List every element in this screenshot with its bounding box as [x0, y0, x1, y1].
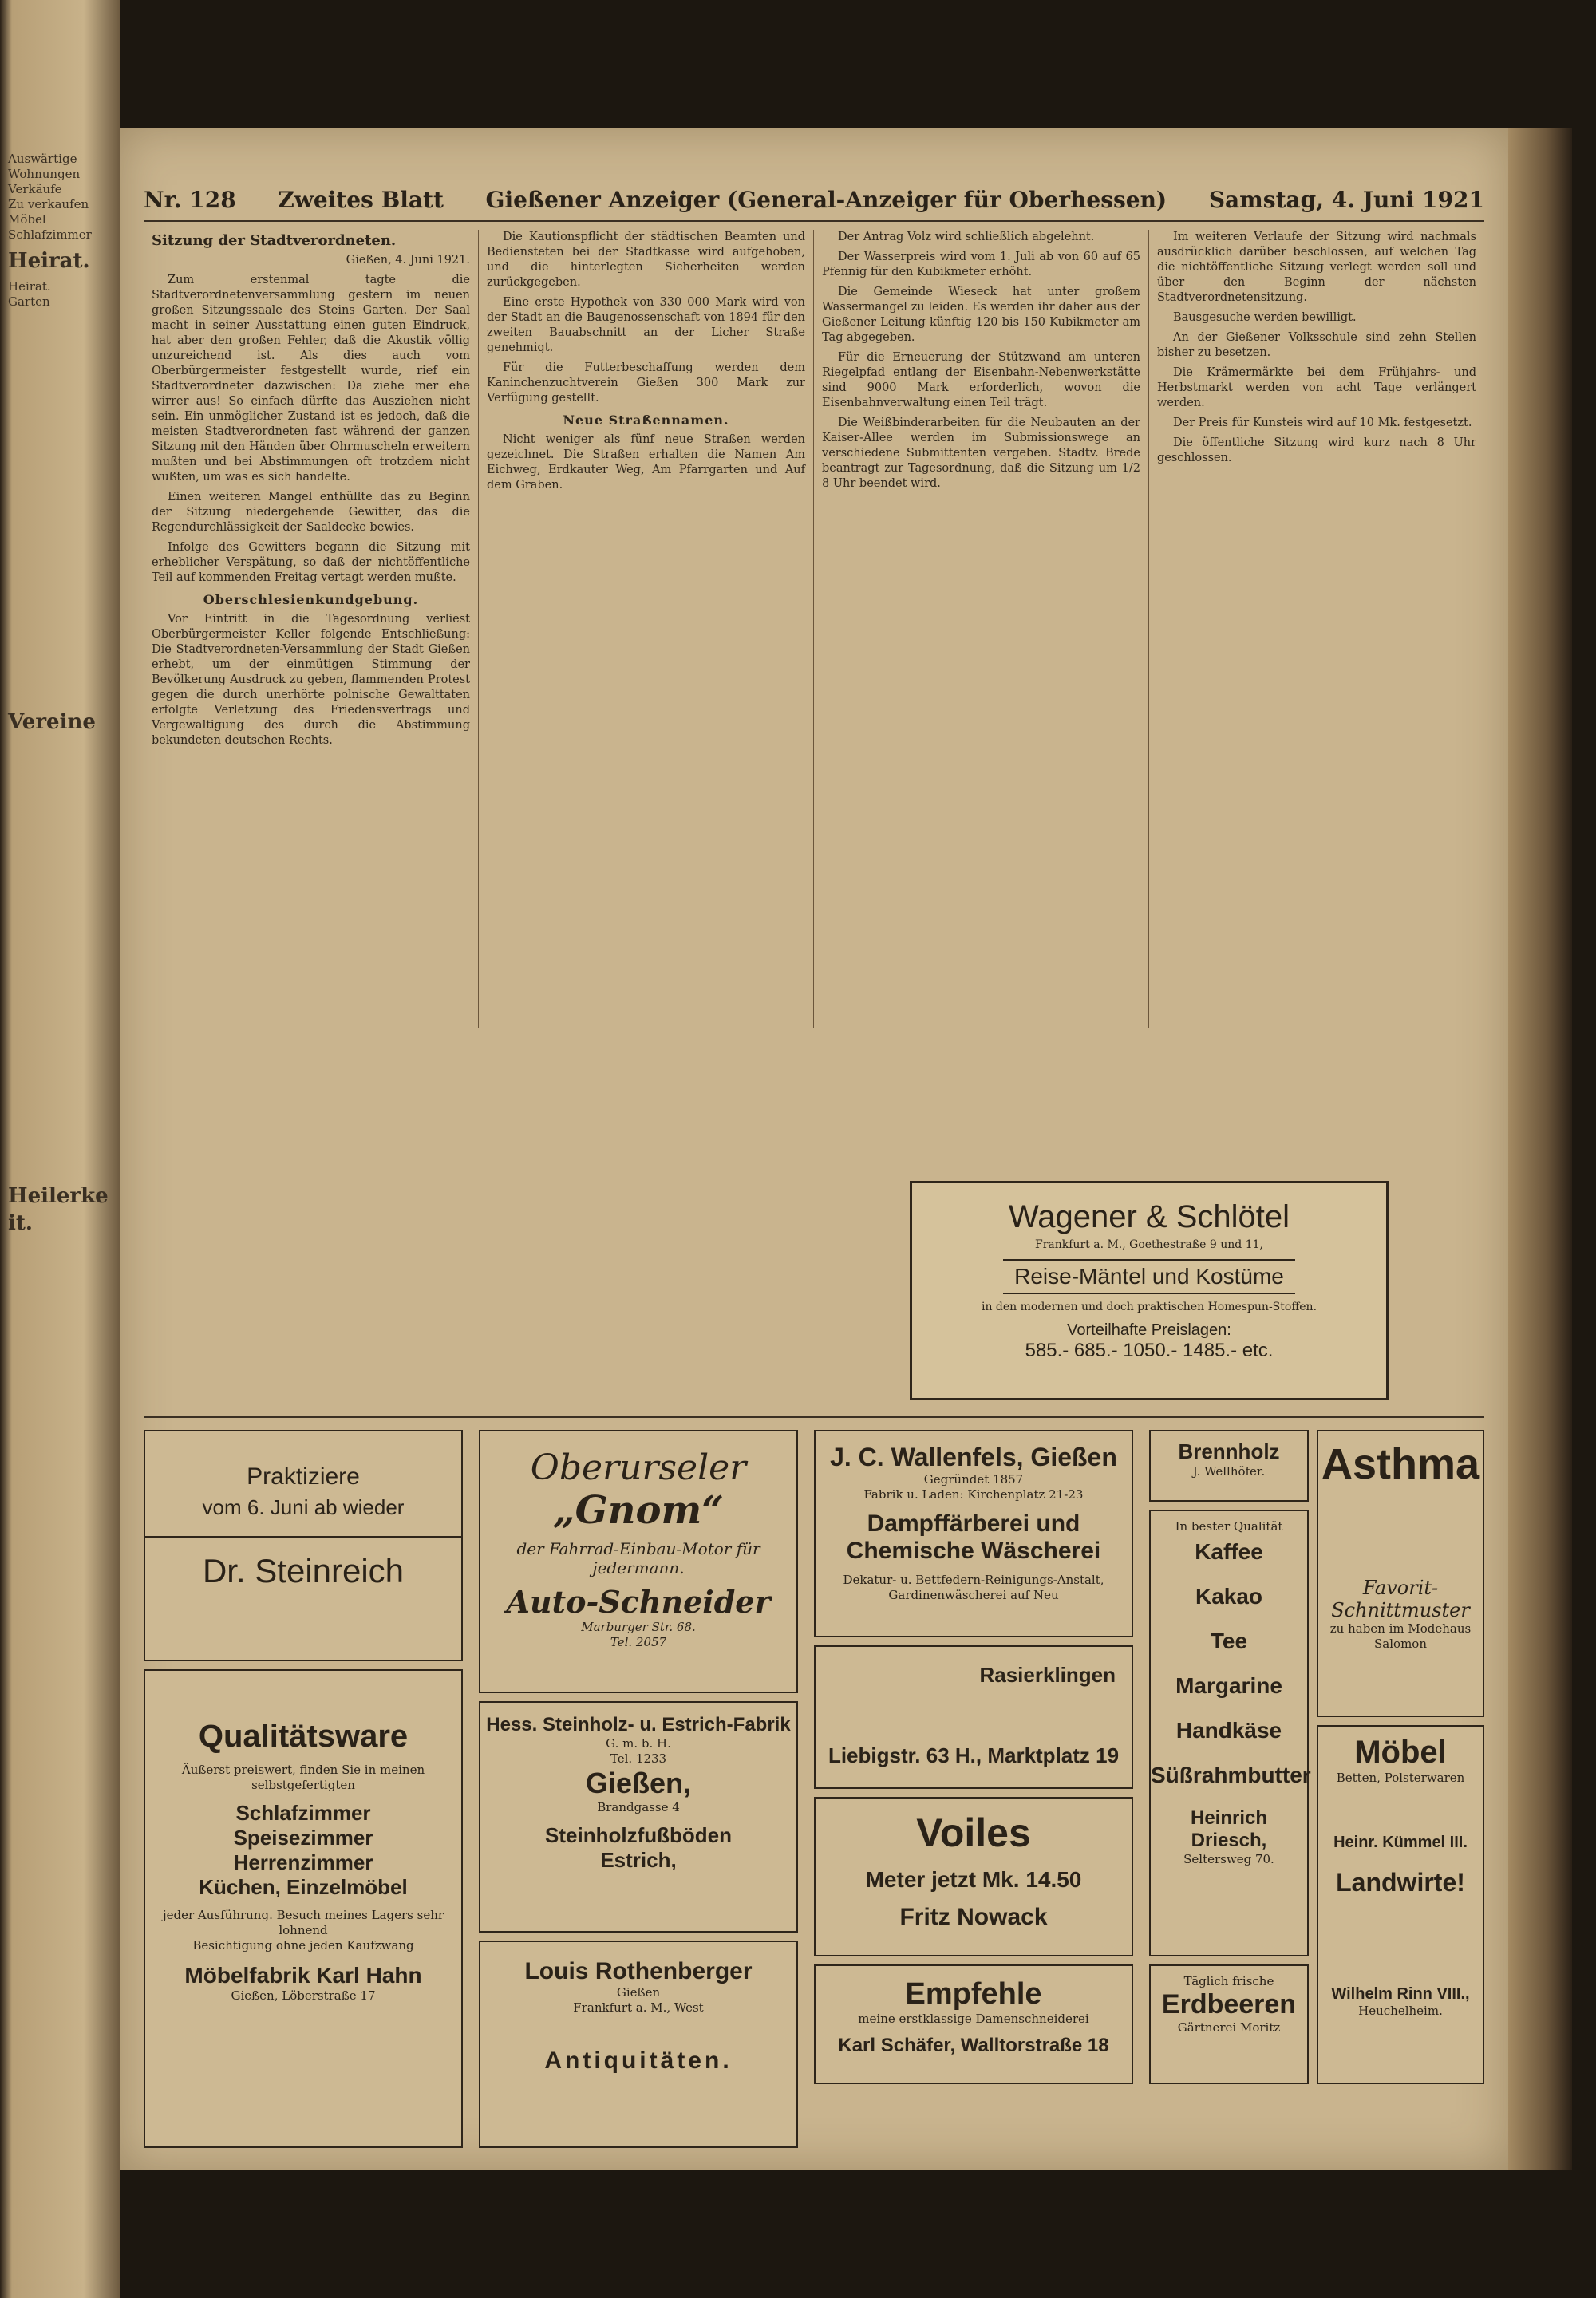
ad-line: Gegründet 1857 — [923, 1472, 1024, 1487]
ad-line: Tel. 1233 — [610, 1751, 667, 1766]
ad-line: Schlafzimmer — [235, 1801, 371, 1825]
ad-line: Praktiziere — [247, 1463, 360, 1490]
ad-line: Favorit-Schnittmuster — [1331, 1577, 1470, 1621]
ad-moebel-kuemmel — [1317, 1725, 1484, 2084]
ad-rothenberger — [479, 1941, 798, 2148]
ad-line: Heuchelheim. — [1358, 2004, 1443, 2018]
ad-wallenfels — [814, 1430, 1133, 1637]
strip-heading: Heilerkeit. — [8, 1184, 109, 1235]
ad-line: Hess. Steinholz- u. Estrich-Fabrik — [486, 1714, 791, 1735]
ad-address: Frankfurt a. M., Goethestraße 9 und 11, — [1035, 1238, 1263, 1251]
left-page-strip — [0, 0, 120, 2298]
strip-line: Auswärtige — [8, 152, 77, 166]
column-2 — [479, 230, 814, 1028]
ad-line: Brennholz — [1178, 1439, 1280, 1463]
ad-line: Estrich, — [600, 1848, 677, 1872]
column-1 — [144, 230, 479, 1028]
paragraph: Eine erste Hypothek von 330 000 Mark wird von der Stadt an die Baugenossenschaft von 1894 für den zweiten Bauabschnitt an der Licher Straße genehmigt. — [487, 296, 805, 354]
dateline: Gießen, 4. Juni 1921. — [346, 254, 470, 267]
paragraph: Die Weißbinderarbeiten für die Neubauten an der Kaiser-Allee werden im Submissionswege an verschiedene Submittenten vergeben. Stadtv. Brede beantragt zur Tagesordnung, daß die Sitzung um 1/2 8 Uhr beendet wird. — [822, 417, 1140, 490]
paragraph: Der Preis für Kunsteis wird auf 10 Mk. festgesetzt. — [1173, 417, 1472, 429]
section-heading: Neue Straßennamen. — [563, 413, 729, 428]
strip-line: Garten — [8, 294, 50, 309]
ad-line: Gießen, Löberstraße 17 — [231, 1988, 376, 2003]
ad-gnom — [479, 1430, 798, 1693]
ad-line: Täglich frische — [1183, 1974, 1274, 1988]
ad-line: Fabrik u. Laden: Kirchenplatz 21-23 — [863, 1487, 1084, 1502]
article-columns — [144, 230, 1484, 1028]
ad-line: Antiquitäten. — [544, 2047, 733, 2074]
advertisement-section — [144, 1416, 1484, 2160]
ad-line: Voiles — [916, 1810, 1031, 1855]
ad-line: Speisezimmer — [233, 1826, 373, 1850]
ad-line: Kakao — [1195, 1584, 1263, 1609]
ad-line: Karl Schäfer, Walltorstraße 18 — [838, 2035, 1109, 2056]
paper-title: Gießener Anzeiger (General-Anzeiger für Oberhessen) — [485, 186, 1167, 213]
ad-line: Tee — [1210, 1629, 1248, 1653]
issue-number: Nr. 128 — [144, 186, 236, 213]
wagener-schloetel-ad — [910, 1181, 1389, 1400]
paragraph: Die Gemeinde Wieseck hat unter großem Wassermangel zu leiden. Es werden ihr daher aus der Gießener Leitung künftig 120 bis 150 Kubikmeter am Tag abgegeben. — [822, 286, 1140, 344]
ad-line: Gärtnerei Moritz — [1177, 2020, 1281, 2035]
ad-line: Dekatur- u. Bettfedern-Reinigungs-Anstalt, Gardinenwäscherei auf Neu — [843, 1573, 1104, 1602]
ad-line: zu haben im Modehaus Salomon — [1329, 1621, 1472, 1651]
ad-line: Louis Rothenberger — [524, 1958, 753, 1984]
strip-heading: Vereine — [8, 710, 96, 734]
paragraph: Nicht weniger als fünf neue Straßen werden gezeichnet. Die Straßen erhalten die Namen Am Eichweg, Erdkauter Weg, Am Pfarrgarten und Auf dem Graben. — [487, 433, 805, 492]
strip-line: Heirat. — [8, 279, 51, 294]
strip-line: Möbel — [8, 212, 46, 227]
paragraph: Infolge des Gewitters begann die Sitzung mit erheblicher Verspätung, so daß der nichtöffentliche Teil auf kommenden Freitag vertagt werden mußte. — [152, 541, 470, 584]
ad-line: vom 6. Juni ab wieder — [202, 1495, 405, 1519]
paragraph: Die Krämermärkte bei dem Frühjahrs- und Herbstmarkt werden von acht Tage verlängert werden. — [1157, 366, 1476, 409]
paragraph: Bausgesuche werden bewilligt. — [1173, 311, 1357, 324]
ad-line: Landwirte! — [1336, 1868, 1465, 1897]
paragraph: Die öffentliche Sitzung wird kurz nach 8 Uhr geschlossen. — [1157, 436, 1476, 464]
article-title: Sitzung der Stadtverordneten. — [152, 232, 397, 249]
paragraph: Für die Futterbeschaffung werden dem Kaninchenzuchtverein Gießen 300 Mark zur Verfügung gestellt. — [487, 361, 805, 405]
ad-product: Reise-Mäntel und Kostüme — [1003, 1259, 1295, 1294]
ad-line: Küchen, Einzelmöbel — [199, 1875, 408, 1899]
ad-steinreich — [144, 1430, 463, 1661]
issue-date: Samstag, 4. Juni 1921 — [1208, 186, 1484, 213]
ad-brand: Wagener & Schlötel — [1008, 1199, 1290, 1234]
paragraph: Der Wasserpreis wird vom 1. Juli ab von 60 auf 65 Pfennig für den Kubikmeter erhöht. — [822, 251, 1140, 278]
ad-driesch-kaffee — [1149, 1510, 1309, 1956]
ad-rasierklingen — [814, 1645, 1133, 1789]
ad-voiles — [814, 1797, 1133, 1956]
ad-schaefer — [814, 1964, 1133, 2084]
ad-line: Steinholzfußböden — [545, 1823, 732, 1847]
ad-moebelfabrik-hahn — [144, 1669, 463, 2148]
paragraph: Im weiteren Verlaufe der Sitzung wird nachmals ausdrücklich darüber beschlossen, auf welchen Tag die nichtöffentliche Sitzung verlegt werden soll und über den Beginn der nächsten Stadtverordnetensitzung. — [1157, 231, 1476, 304]
ad-line: Meter jetzt Mk. 14.50 — [865, 1867, 1082, 1892]
ad-line: Möbelfabrik Karl Hahn — [184, 1963, 422, 1988]
ad-line: Handkäse — [1175, 1718, 1282, 1743]
strip-line: Verkäufe — [8, 182, 62, 196]
ad-line: Süßrahmbutter — [1151, 1763, 1311, 1787]
ad-asthma — [1317, 1430, 1484, 1717]
ad-line: Heinrich Driesch, — [1190, 1807, 1268, 1851]
ad-line: J. Wellhöfer. — [1192, 1464, 1266, 1479]
ad-line: Fritz Nowack — [899, 1904, 1048, 1930]
ad-line: Wilhelm Rinn VIII., — [1331, 1985, 1470, 2003]
ad-line: Erdbeeren — [1161, 1989, 1297, 2020]
paragraph: Zum erstenmal tagte die Stadtverordnetenversammlung gestern im neuen großen Sitzungssaale des Steins Garten. Der Saal macht in seiner Ausstattung einen guten Eindruck, hat aber den großen Fehler, daß die Akustik völlig unzureichend ist. Als dies auch vom Oberbürgermeister festgestellt wurde, rief ein Stadtverordneter dazwischen: Da ziehe mer ehe wirrer aus! So einfach dürfte das Ausziehen nicht sein. Ein unmöglicher Zustand ist es jedoch, daß die meisten Stadtverordneten fast während der ganzen Sitzung mit den Händen über Ohrmuscheln erweitern mußten und bei Abstimmungen oft trotzdem nicht wußten, um was es sich handelte. — [152, 274, 470, 484]
ad-erdbeeren — [1149, 1964, 1309, 2084]
edition-label: Zweites Blatt — [278, 186, 444, 213]
ad-line: Seltersweg 70. — [1183, 1852, 1274, 1866]
ad-line: Gießen — [616, 1985, 661, 2000]
ad-line: Oberurseler — [530, 1447, 747, 1488]
ad-line: G. m. b. H. — [606, 1736, 671, 1751]
strip-line: Zu verkaufen — [8, 197, 89, 211]
ad-line: Auto-Schneider — [506, 1584, 771, 1620]
paragraph: Die Kautionspflicht der städtischen Beamten und Bediensteten bei der Stadtkasse wird aufgehoben, und die hinterlegten Sicherheiten werden zurückgegeben. — [487, 231, 805, 289]
ad-line: Dr. Steinreich — [145, 1536, 461, 1590]
ad-line: Tel. 2057 — [610, 1635, 667, 1649]
ad-line: Kaffee — [1195, 1539, 1263, 1564]
strip-heading: Heirat. — [8, 249, 90, 273]
ad-line: „Gnom“ — [553, 1488, 724, 1533]
ad-prices: 585.- 685.- 1050.- 1485.- etc. — [1025, 1340, 1274, 1361]
ad-brennholz — [1149, 1430, 1309, 1502]
book-binding-edge — [1508, 128, 1572, 2170]
paragraph: Vor Eintritt in die Tagesordnung verliest Oberbürgermeister Keller folgende Entschließung: Die Stadtverordneten-Versammlung der Stadt Gießen erhebt, um der einmütigen Stimmung der Bevölkerung Ausdruck zu geben, flammenden Protest gegen die durch unerhörte polnische Gewalttaten erfolgte Verletzung des Friedensvertrags und Vergewaltigung des durch die Abstimmung bekundeten deutschen Rechts. — [152, 613, 470, 747]
ad-line: Heinr. Kümmel III. — [1333, 1834, 1468, 1851]
newspaper-page — [120, 128, 1508, 2170]
ad-line: Liebigstr. 63 H., Marktplatz 19 — [828, 1743, 1120, 1767]
ad-line: Besichtigung ohne jeden Kaufzwang — [192, 1938, 414, 1953]
section-heading: Oberschlesienkundgebung. — [203, 592, 419, 607]
ad-line: jeder Ausführung. Besuch meines Lagers sehr lohnend — [162, 1908, 444, 1937]
strip-line: Schlafzimmer — [8, 227, 92, 242]
paragraph: Einen weiteren Mangel enthüllte das zu Beginn der Sitzung niedergehende Gewitter, das die Regendurchlässigkeit der Saaldecke bewies. — [152, 491, 470, 534]
ad-line: J. C. Wallenfels, Gießen — [830, 1443, 1117, 1471]
ad-line: Margarine — [1175, 1673, 1282, 1698]
ad-line: Rasierklingen — [979, 1663, 1116, 1687]
ad-line: Asthma — [1321, 1440, 1480, 1488]
ad-line: Dampffärberei und Chemische Wäscherei — [846, 1510, 1101, 1564]
ad-line: Betten, Polsterwaren — [1336, 1771, 1465, 1785]
ad-price-label: Vorteilhafte Preislagen: — [1067, 1321, 1231, 1339]
ad-line: Brandgasse 4 — [597, 1800, 680, 1814]
left-strip-text — [8, 152, 112, 1242]
ad-subtitle: in den modernen und doch praktischen Homespun-Stoffen. — [981, 1301, 1317, 1313]
column-3 — [814, 230, 1149, 1028]
ad-line: Marburger Str. 68. — [581, 1620, 696, 1634]
ad-line: Äußerst preiswert, finden Sie in meinen selbstgefertigten — [181, 1763, 425, 1792]
ad-line: Empfehle — [905, 1977, 1042, 2011]
ad-line: Herrenzimmer — [233, 1850, 373, 1874]
ad-line: der Fahrrad-Einbau-Motor für jedermann. — [516, 1539, 760, 1577]
ad-line: Qualitätsware — [198, 1719, 409, 1754]
column-4 — [1149, 230, 1484, 1028]
ad-line: meine erstklassige Damenschneiderei — [858, 2012, 1089, 2026]
ad-line: Gießen, — [585, 1767, 692, 1799]
strip-line: Wohnungen — [8, 167, 81, 181]
ad-estrich-fabrik — [479, 1701, 798, 1933]
ad-line: Frankfurt a. M., West — [573, 2000, 704, 2015]
ad-line: Möbel — [1354, 1735, 1447, 1770]
paragraph: Der Antrag Volz wird schließlich abgelehnt. — [838, 231, 1095, 243]
paragraph: An der Gießener Volksschule sind zehn Stellen bisher zu besetzen. — [1157, 331, 1476, 359]
ad-line: In bester Qualität — [1175, 1519, 1283, 1534]
page-header — [144, 184, 1484, 222]
paragraph: Für die Erneuerung der Stützwand am unteren Riegelpfad entlang der Eisenbahn-Nebenwerkstätte sind 9000 Mark erforderlich, wovon die Eisenbahnverwaltung einen Teil trägt. — [822, 351, 1140, 409]
